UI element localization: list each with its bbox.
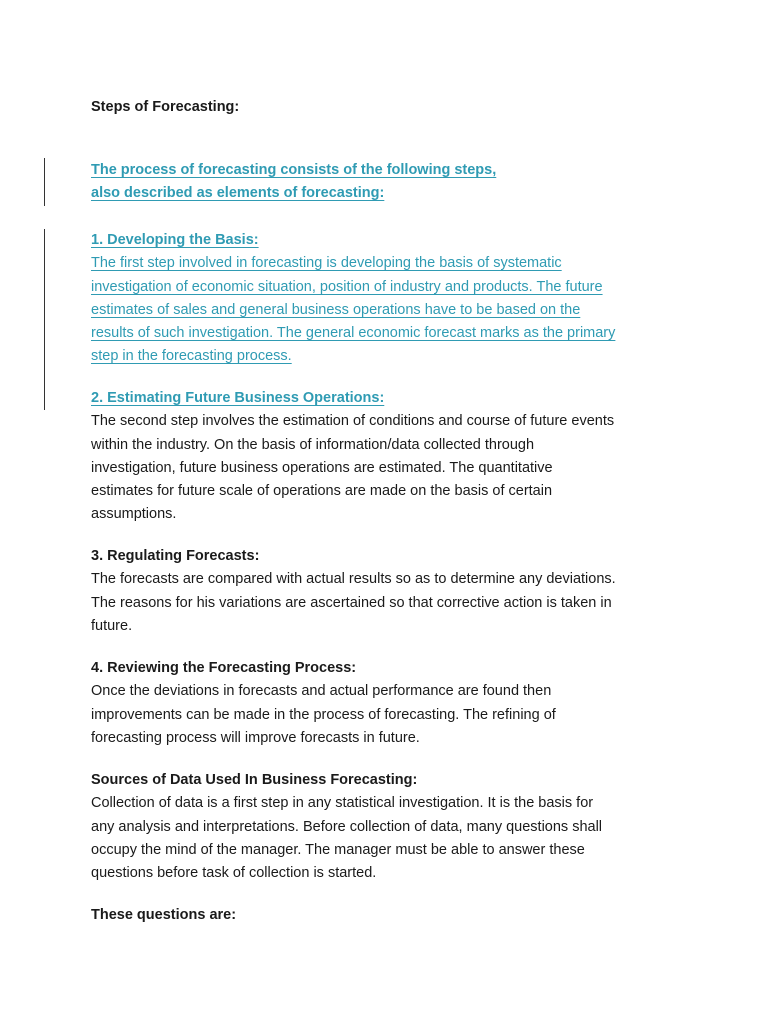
document-title: Steps of Forecasting:	[91, 99, 240, 115]
step-4-line: improvements can be made in the process of forecasting. The refining of	[91, 706, 556, 723]
step-4-line: forecasting process will improve forecasts in future.	[91, 729, 420, 746]
sources-line: occupy the mind of the manager. The manager must be able to answer these	[91, 841, 585, 858]
intro-line: also described as elements of forecasting:	[91, 185, 385, 202]
step-1-heading: 1. Developing the Basis:	[91, 232, 259, 248]
revision-bar-intro	[44, 158, 45, 206]
step-2-line: assumptions.	[91, 506, 177, 523]
intro-paragraph	[91, 159, 691, 206]
step-3-line: The forecasts are compared with actual results so as to determine any deviations.	[91, 571, 616, 588]
sources-heading: Sources of Data Used In Business Forecasting:	[91, 772, 418, 788]
sources-line: any analysis and interpretations. Before collection of data, many questions shall	[91, 818, 603, 835]
step-3-line: The reasons for his variations are ascertained so that corrective action is taken in	[91, 594, 612, 611]
step-2-line: estimates for future scale of operations are made on the basis of certain	[91, 483, 553, 500]
step-2-line: investigation, future business operations are estimated. The quantitative	[91, 459, 553, 476]
step-1-line: The first step involved in forecasting is developing the basis of systematic	[91, 255, 562, 272]
questions-section	[91, 904, 691, 927]
step-2-heading: 2. Estimating Future Business Operations:	[91, 390, 385, 406]
step-1-line: step in the forecasting process.	[91, 348, 292, 365]
sources-line: questions before task of collection is started.	[91, 865, 377, 882]
step-2-line: The second step involves the estimation of conditions and course of future events	[91, 413, 615, 430]
sources-section	[91, 769, 691, 885]
sources-line: Collection of data is a first step in any statistical investigation. It is the basis for	[91, 795, 594, 812]
step-2-line: within the industry. On the basis of information/data collected through	[91, 436, 535, 453]
questions-heading: These questions are:	[91, 907, 237, 923]
step-4-line: Once the deviations in forecasts and actual performance are found then	[91, 683, 552, 700]
step-3-section	[91, 545, 691, 638]
step-3-heading: 3. Regulating Forecasts:	[91, 548, 260, 564]
intro-line: The process of forecasting consists of the following steps,	[91, 162, 497, 178]
step-1-section	[91, 229, 691, 369]
step-4-section	[91, 657, 691, 750]
step-1-line: estimates of sales and general business operations have to be based on the	[91, 301, 581, 318]
step-3-line: future.	[91, 617, 133, 634]
step-4-heading: 4. Reviewing the Forecasting Process:	[91, 660, 357, 676]
step-2-section	[91, 387, 691, 527]
step-1-line: results of such investigation. The general economic forecast marks as the primary	[91, 325, 616, 342]
step-1-line: investigation of economic situation, position of industry and products. The future	[91, 278, 603, 295]
revision-bar-step-1	[44, 229, 45, 410]
